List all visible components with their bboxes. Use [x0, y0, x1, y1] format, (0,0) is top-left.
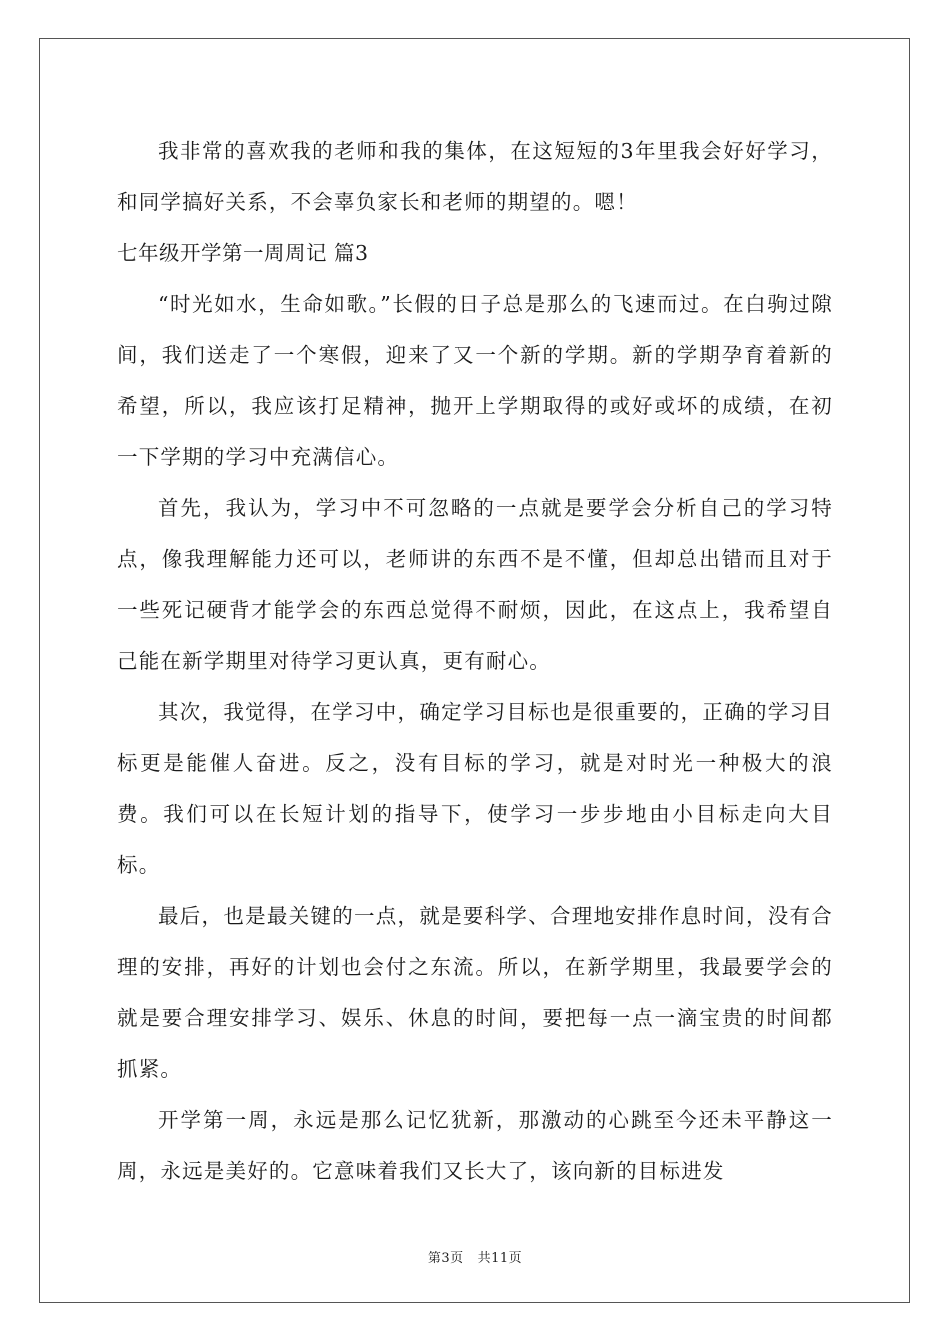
paragraph-intro: “时光如水，生命如歌。”长假的日子总是那么的飞速而过。在白驹过隙间，我们送走了一个寒假，迎来了又一个新的学期。新的学期孕育着新的希望，所以，我应该打足精神，抛开上学期取得的或好或坏的成绩，在初一下学期的学习中充满信心。	[117, 292, 833, 469]
paragraph-second: 其次，我觉得，在学习中，确定学习目标也是很重要的，正确的学习目标更是能催人奋进。反之，没有目标的学习，就是对时光一种极大的浪费。我们可以在长短计划的指导下，使学习一步步地由小目标走向大目标。	[117, 700, 833, 877]
paragraph-first: 首先，我认为，学习中不可忽略的一点就是要学会分析自己的学习特点，像我理解能力还可以，老师讲的东西不是不懂，但却总出错而且对于一些死记硬背才能学会的东西总觉得不耐烦，因此，在这点上，我希望自己能在新学期里对待学习更认真，更有耐心。	[117, 496, 833, 673]
page-number: 第3页	[427, 1251, 464, 1266]
page-total: 共11页	[477, 1251, 523, 1266]
document-body	[117, 126, 833, 1197]
section-heading: 七年级开学第一周周记 篇3	[117, 241, 369, 265]
paragraph-conclusion: 开学第一周，永远是那么记忆犹新，那激动的心跳至今还未平静这一周，永远是美好的。它意味着我们又长大了，该向新的目标进发	[117, 1108, 833, 1183]
paragraph-closing-previous: 我非常的喜欢我的老师和我的集体，在这短短的3年里我会好好学习，和同学搞好关系，不会辜负家长和老师的期望的。嗯！	[117, 139, 833, 214]
paragraph-last-point: 最后，也是最关键的一点，就是要科学、合理地安排作息时间，没有合理的安排，再好的计划也会付之东流。所以，在新学期里，我最要学会的就是要合理安排学习、娱乐、休息的时间，要把每一点一滴宝贵的时间都抓紧。	[117, 904, 833, 1081]
page-footer	[0, 1247, 950, 1266]
